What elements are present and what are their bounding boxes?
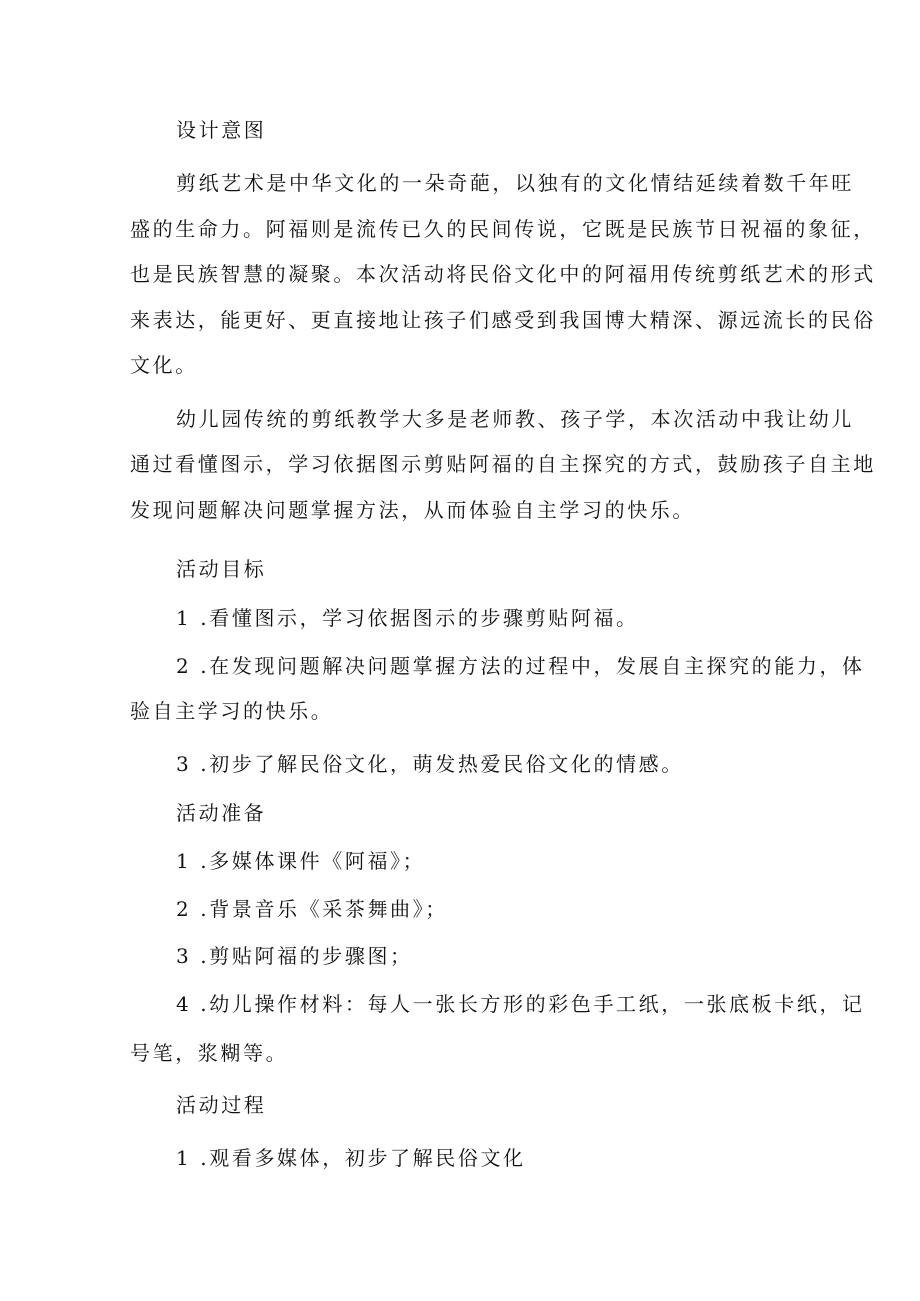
text-line: 幼儿园传统的剪纸教学大多是老师教、孩子学，本次活动中我让幼儿 bbox=[176, 407, 854, 431]
prep-item-1: 1 .多媒体课件《阿福》； bbox=[176, 849, 426, 873]
goal-item-2-cont: 验自主学习的快乐。 bbox=[130, 699, 334, 723]
section-heading-design-intent: 设计意图 bbox=[176, 118, 267, 142]
text-line: 通过看懂图示，学习依据图示剪贴阿福的自主探究的方式，鼓励孩子自主地 bbox=[130, 452, 876, 476]
prep-item-4-cont: 号笔，浆糊等。 bbox=[130, 1041, 289, 1065]
goal-item-2: 2 .在发现问题解决问题掌握方法的过程中，发展自主探究的能力，体 bbox=[176, 654, 865, 678]
goal-item-1: 1 .看懂图示，学习依据图示的步骤剪贴阿福。 bbox=[176, 606, 639, 630]
section-heading-process: 活动过程 bbox=[176, 1093, 267, 1117]
prep-item-2: 2 .背景音乐《采茶舞曲》； bbox=[176, 897, 448, 921]
text-line: 发现问题解决问题掌握方法，从而体验自主学习的快乐。 bbox=[130, 498, 695, 522]
prep-item-3: 3 .剪贴阿福的步骤图； bbox=[176, 944, 413, 968]
text-line: 来表达，能更好、更直接地让孩子们感受到我国博大精深、源远流长的民俗 bbox=[130, 308, 876, 332]
section-heading-goals: 活动目标 bbox=[176, 557, 267, 581]
text-line: 盛的生命力。阿福则是流传已久的民间传说，它既是民族节日祝福的象征， bbox=[130, 217, 876, 241]
text-line: 也是民族智慧的凝聚。本次活动将民俗文化中的阿福用传统剪纸艺术的形式 bbox=[130, 262, 876, 286]
text-line: 文化。 bbox=[130, 353, 198, 377]
prep-item-4: 4 .幼儿操作材料：每人一张长方形的彩色手工纸，一张底板卡纸，记 bbox=[176, 992, 865, 1016]
section-heading-preparation: 活动准备 bbox=[176, 801, 267, 825]
process-item-1: 1 .观看多媒体，初步了解民俗文化 bbox=[176, 1146, 526, 1170]
goal-item-3: 3 .初步了解民俗文化，萌发热爱民俗文化的情感。 bbox=[176, 752, 684, 776]
text-line: 剪纸艺术是中华文化的一朵奇葩，以独有的文化情结延续着数千年旺 bbox=[176, 171, 854, 195]
